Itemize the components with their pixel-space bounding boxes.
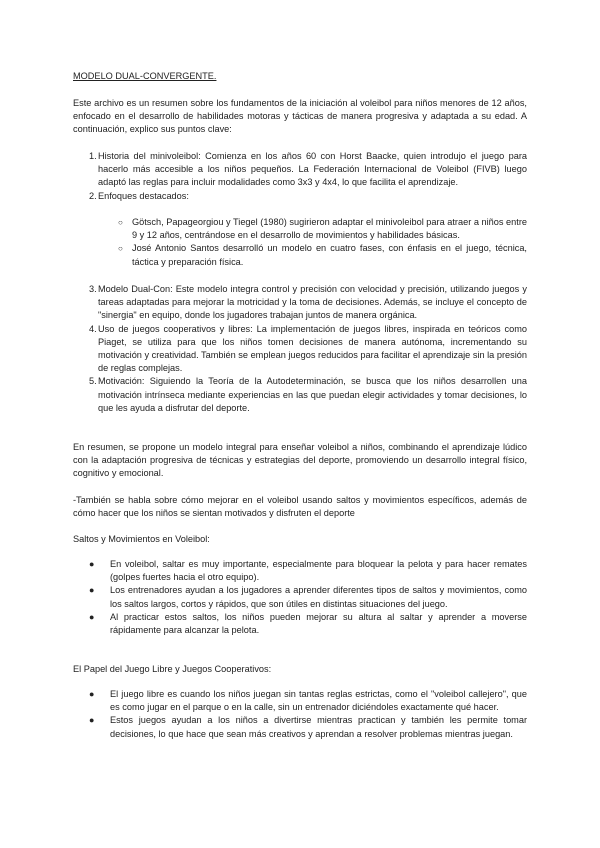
list-item	[73, 558, 527, 584]
list-text: Historia del minivoleibol: Comienza en los años 60 con Horst Baacke, quien introdujo el juego para hacerlo más accesible a los niños pequeños. La Federación Internacional de Voleibol (FIVB) luego adaptó las reglas para incluir modalidades como 3x3 y 4x4, lo que facilita el aprendizaje.	[98, 151, 527, 188]
section-heading-free-play: El Papel del Juego Libre y Juegos Cooperativos:	[73, 664, 272, 674]
list-text: Modelo Dual-Con: Este modelo integra control y precisión con velocidad y precisión, utilizando juegos y tareas adaptadas para mejorar la motricidad y la toma de decisiones. Además, se incluye el concepto de "sinergia" en equipo, donde los jugadores trabajan juntos de manera orgánica.	[98, 284, 527, 321]
hollow-bullet-icon: ○	[118, 218, 123, 227]
list-item-text: Al practicar estos saltos, los niños pueden mejorar su altura al saltar y aprender a moverse rápidamente para alcanzar la pelota.	[110, 611, 527, 636]
bullet-icon: ●	[89, 689, 95, 699]
key-point	[73, 190, 527, 203]
list-item	[73, 714, 527, 740]
list-text: Uso de juegos cooperativos y libres: La implementación de juegos libres, inspirada en teóricos como Piaget, se utiliza para que los niños tomen decisiones de manera autónoma, incrementando su motivación y creatividad. También se emplean juegos reducidos para facilitar el aprendizaje sin la presión de reglas complejas.	[98, 323, 527, 374]
key-point	[73, 283, 527, 323]
list-number: 5.	[89, 376, 97, 387]
list-text: Motivación: Siguiendo la Teoría de la Autodeterminación, se busca que los niños desarrollen una motivación intrínseca mediante experiencias en las que puedan elegir actividades y tomar decisiones, lo que les ayuda a disfrutar del deporte.	[98, 376, 527, 413]
list-item-text: En voleibol, saltar es muy importante, especialmente para bloquear la pelota y para hacer remates (golpes fuertes hacia el otro equipo).	[110, 559, 527, 583]
also-paragraph: -También se habla sobre cómo mejorar en el voleibol usando saltos y movimientos específicos, además de cómo hacer que los niños se sientan motivados y disfruten el deporte	[73, 495, 527, 519]
list-item-text: Estos juegos ayudan a los niños a divertirse mientras practican y también les permite tomar decisiones, lo que hace que sean más creativos y aprendan a resolver problemas mientras juegan.	[110, 715, 527, 739]
key-points-list	[73, 150, 527, 203]
list-item	[73, 688, 527, 714]
list-item	[73, 584, 527, 610]
bullet-icon: ●	[89, 559, 95, 569]
list-item-text: El juego libre es cuando los niños juegan sin tantas reglas estrictas, como el "voleibol callejero", que es como jugar en el parque o en la calle, sin un entrenador diciéndoles exactamente qué hacer.	[110, 689, 527, 713]
section-heading-jumps: Saltos y Movimientos en Voleibol:	[73, 534, 210, 544]
key-point	[73, 375, 527, 415]
sub-point	[73, 242, 527, 268]
bullet-icon: ●	[89, 611, 95, 622]
hollow-bullet-icon: ○	[118, 244, 123, 254]
list-item	[73, 611, 527, 637]
sub-point-text: José Antonio Santos desarrolló un modelo en cuatro fases, con énfasis en el juego, técnica, táctica y preparación física.	[132, 243, 527, 267]
list-text: Enfoques destacados:	[98, 190, 189, 201]
list-number: 1.	[89, 151, 97, 161]
sub-point	[73, 216, 527, 242]
key-point	[73, 150, 527, 190]
jumps-list	[73, 558, 527, 637]
intro-paragraph: Este archivo es un resumen sobre los fundamentos de la iniciación al voleibol para niños menores de 12 años, enfocado en el desarrollo de habilidades motoras y tácticas de manera progresiva y adaptada a su edad. A continuación, explico sus puntos clave:	[73, 98, 527, 135]
sub-point-text: Götsch, Papageorgiou y Tiegel (1980) sugirieron adaptar el minivoleibol para atraer a niños entre 9 y 12 años, centrándose en el desarrollo de movimientos y habilidades básicas.	[132, 217, 527, 241]
free-play-list	[73, 688, 527, 741]
list-number: 4.	[89, 323, 97, 334]
document-title: MODELO DUAL-CONVERGENTE.	[73, 71, 217, 81]
list-item-text: Los entrenadores ayudan a los jugadores a aprender diferentes tipos de saltos y movimientos, como los saltos largos, cortos y rápidos, que son útiles en distintas situaciones del juego.	[110, 585, 527, 609]
list-number: 2.	[89, 190, 97, 201]
summary-paragraph: En resumen, se propone un modelo integral para enseñar voleibol a niños, combinando el aprendizaje lúdico con la adaptación progresiva de técnicas y estrategias del deporte, promoviendo un desarrollo integral físico, cognitivo y emocional.	[73, 442, 527, 479]
key-point	[73, 323, 527, 376]
bullet-icon: ●	[89, 585, 95, 596]
key-points-list-continued	[73, 283, 527, 415]
bullet-icon: ●	[89, 715, 95, 726]
list-number: 3.	[89, 284, 97, 294]
approaches-sublist	[73, 216, 527, 269]
